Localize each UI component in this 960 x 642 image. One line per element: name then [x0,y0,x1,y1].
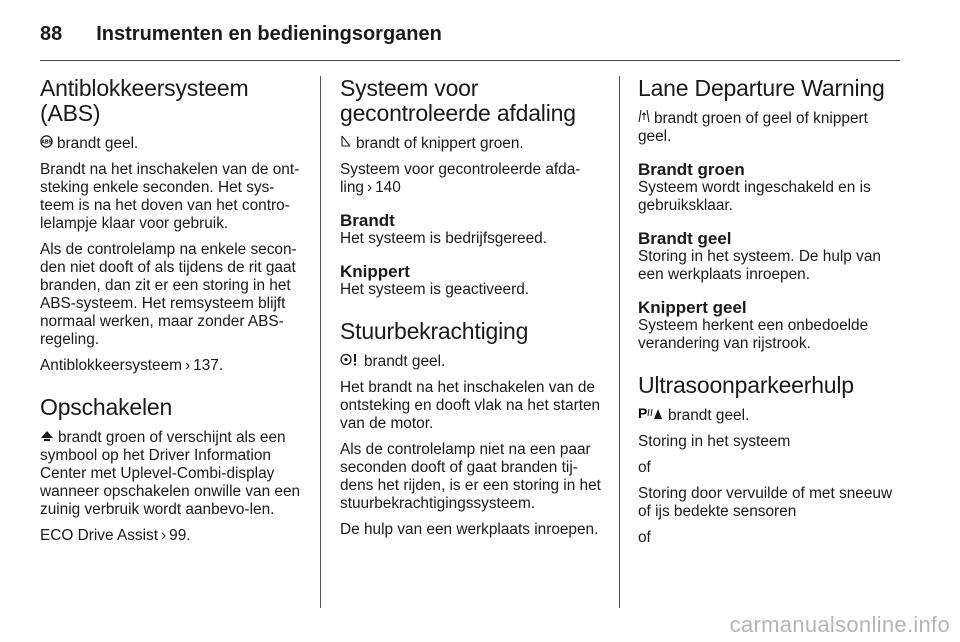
abs-status: ABS brandt geel. [41,135,139,152]
lane-sub-title-3: Knippert geel [638,298,747,317]
steering-para-3: De hulp van een werkplaats inroepen. [340,521,599,538]
section-title-steering: Stuurbekrachtiging [340,318,529,344]
lane-status: brandt groen of geel of knippert geel. [638,110,868,145]
lane-sub-text-1: Systeem wordt ingeschakeld en is gebruiksklaar. [638,179,871,214]
steering-status: brandt geel. [340,352,604,371]
upshift-ref-page[interactable]: 99. [169,527,191,544]
header-divider [40,60,900,61]
page-reference-arrow-icon: › [185,357,191,374]
column-3 [638,76,900,555]
lane-sub-text-3: Systeem herkent een onbedoelde verandering van rijstrook. [638,317,869,352]
watermark: carmanualsonline.info [729,612,950,637]
section-title-upshift: Opschakelen [40,394,173,420]
descent-status: brandt of knippert groen. [340,134,604,153]
descent-sub-text-1: Het systeem is bedrijfsgereed. [340,230,548,247]
upshift-arrow-icon [40,428,54,446]
section-title-abs: Antiblokkeersysteem (ABS) [40,75,249,126]
svg-text:ABS: ABS [41,139,52,146]
column-divider-2 [619,76,620,608]
page-number: 88 [40,22,63,45]
lane-sub-title-2: Brandt geel [638,229,732,248]
page-header [40,14,900,54]
descent-sub-text-2: Het systeem is geactiveerd. [340,281,530,298]
steering-para-1: Het brandt na het inschakelen van de ontsteking en dooft vlak na het starten van de motor. [340,379,601,432]
descent-sub-title-2: Knippert [340,262,410,281]
abs-warning-icon [40,134,53,152]
descent-sub-title-1: Brandt [340,211,395,230]
descent-reference: Systeem voor gecontroleerde afda-ling › 140 [340,161,581,196]
upshift-status: brandt groen of verschijnt als een symbool op het Driver Information Center met Uplevel-Combi-display wanneer opschakelen onwille van een zuinig verbruik wordt aanbevo-len. [40,429,301,518]
parking-para-1: Storing in het systeem [638,433,791,450]
section-title-parking: Ultrasoonparkeerhulp [638,372,854,398]
chapter-title: Instrumenten en bedieningsorganen [96,22,442,45]
lane-sub-title-1: Brandt groen [638,160,745,179]
lane-sub-text-2: Storing in het systeem. De hulp van een werkplaats inroepen. [638,248,881,283]
section-title-lane: Lane Departure Warning [638,75,885,101]
page-reference-arrow-icon: › [161,527,167,544]
abs-ref-page[interactable]: 137. [193,357,224,374]
power-steering-icon [340,352,360,370]
parking-para-4: of [638,529,651,546]
hill-descent-icon [340,134,352,152]
abs-para-1: Brandt na het inschakelen van de ont-steking enkele seconden. Het sys-teem is na het doven van het contro-lelampje klaar voor gebruik. [40,161,300,232]
page-reference-arrow-icon: › [366,179,373,196]
svg-text:P: P [638,406,648,420]
parking-para-3: Storing door vervuilde of met sneeuw of ijs bedekte sensoren [638,485,893,520]
upshift-reference: ECO Drive Assist › 99. [40,527,191,544]
lane-departure-icon [638,109,650,127]
parking-para-2: of [638,459,651,476]
column-2 [340,76,604,547]
abs-reference: Antiblokkeersysteem › 137. [40,357,224,374]
column-1 [40,76,302,553]
descent-ref-page[interactable]: 140 [375,179,401,196]
parking-status: P brandt geel. [638,406,750,424]
column-divider-1 [320,76,321,608]
abs-para-2: Als de controlelamp na enkele secon-den niet dooft of als tijdens de rit gaat branden, dan zit er een storing in het ABS-systeem. Het remsysteem blijft normaal werken, maar zonder ABS-regeling. [40,241,297,348]
section-title-descent: Systeem voor gecontroleerde afdaling [340,75,576,126]
steering-para-2: Als de controlelamp niet na een paar seconden dooft of gaat branden tij-dens het rijden, is er een storing in het stuurbekrachtigingssysteem. [340,441,601,512]
parking-assist-icon [638,406,664,424]
